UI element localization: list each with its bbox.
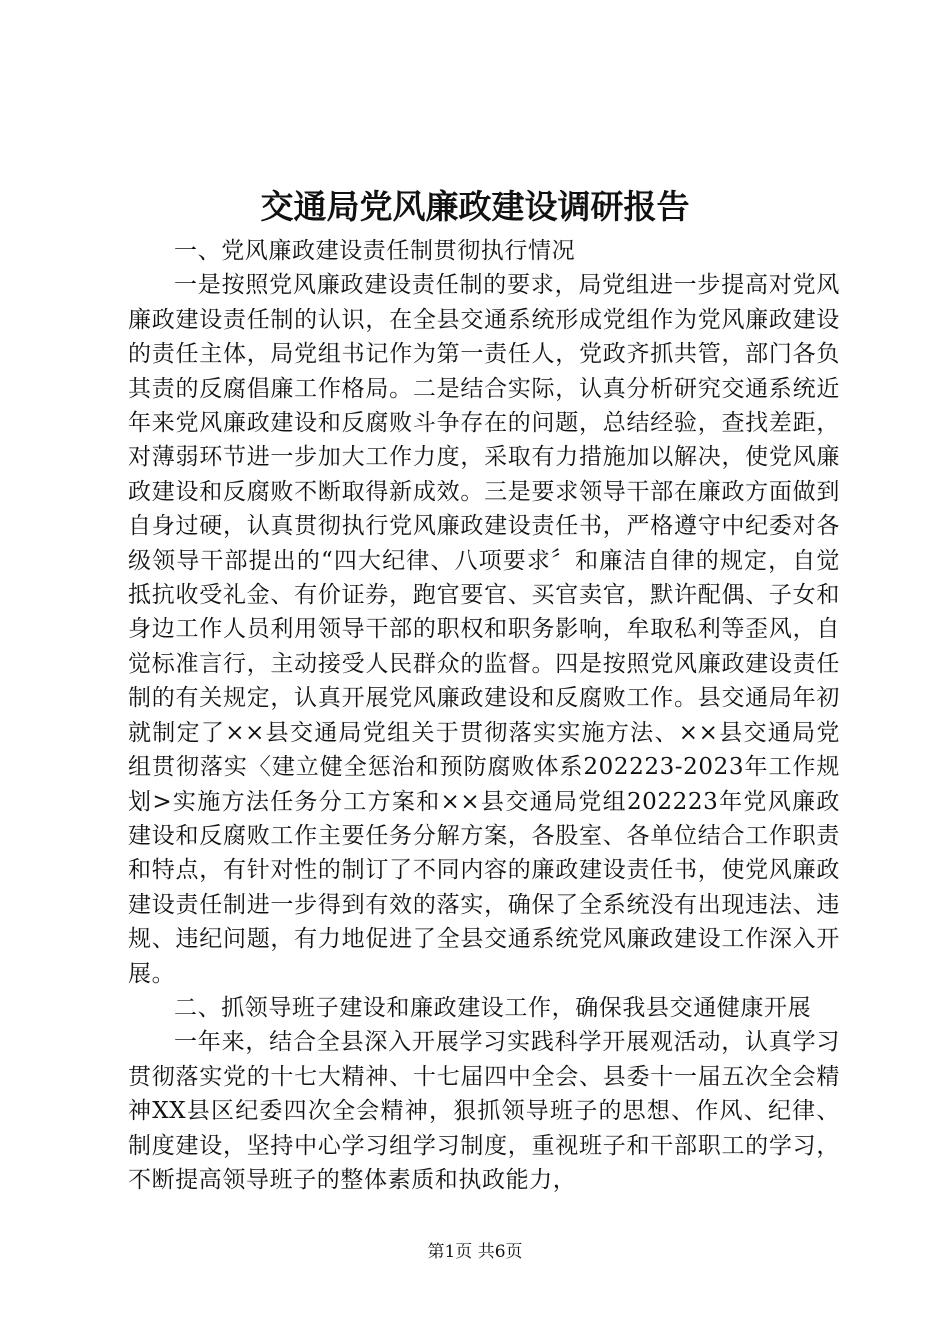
page-footer: 第1页 共6页: [427, 1242, 523, 1262]
document-body: [128, 234, 840, 1197]
paragraph-2: 一年来，结合全县深入开展学习实践科学开展观活动，认真学习贯彻落实党的十七大精神、十七届四中全会、县委十一届五次全会精神XX县区纪委四次全会精神，狠抓领导班子的思想、作风、纪律、制度建设，坚持中心学习组学习制度，重视班子和干部职工的学习，不断提高领导班子的整体素质和执政能力，: [128, 1029, 840, 1193]
section-heading-1: 一、党风廉政建设责任制贯彻执行情况: [174, 238, 576, 264]
paragraph-1: 一是按照党风廉政建设责任制的要求，局党组进一步提高对党风廉政建设责任制的认识，在全县交通系统形成党组作为党风廉政建设的责任主体，局党组书记作为第一责任人，党政齐抓共管，部门各负其责的反腐倡廉工作格局。二是结合实际，认真分析研究交通系统近年来党风廉政建设和反腐败斗争存在的问题，总结经验，查找差距，对薄弱环节进一步加大工作力度，采取有力措施加以解决，使党风廉政建设和反腐败不断取得新成效。三是要求领导干部在廉政方面做到自身过硬，认真贯彻执行党风廉政建设责任书，严格遵守中纪委对各级领导干部提出的“四大纪律、八项要求〞和廉洁自律的规定，自觉抵抗收受礼金、有价证券，跑官要官、买官卖官，默许配偶、子女和身边工作人员利用领导干部的职权和职务影响，牟取私利等歪风，自觉标准言行，主动接受人民群众的监督。四是按照党风廉政建设责任制的有关规定，认真开展党风廉政建设和反腐败工作。县交通局年初就制定了××县交通局党组关于贯彻落实实施方法、××县交通局党组贯彻落实〈建立健全惩治和预防腐败体系202223-2023年工作规划>实施方法任务分工方案和××县交通局党组202223年党风廉政建设和反腐败工作主要任务分解方案，各股室、各单位结合工作职责和特点，有针对性的制订了不同内容的廉政建设责任书，使党风廉政建设责任制进一步得到有效的落实，确保了全系统没有出现违法、违规、违纪问题，有力地促进了全县交通系统党风廉政建设工作深入开展。: [128, 272, 840, 987]
document-title: 交通局党风廉政建设调研报告: [260, 187, 690, 226]
section-heading-2: 二、抓领导班子建设和廉政建设工作，确保我县交通健康开展: [174, 994, 812, 1021]
